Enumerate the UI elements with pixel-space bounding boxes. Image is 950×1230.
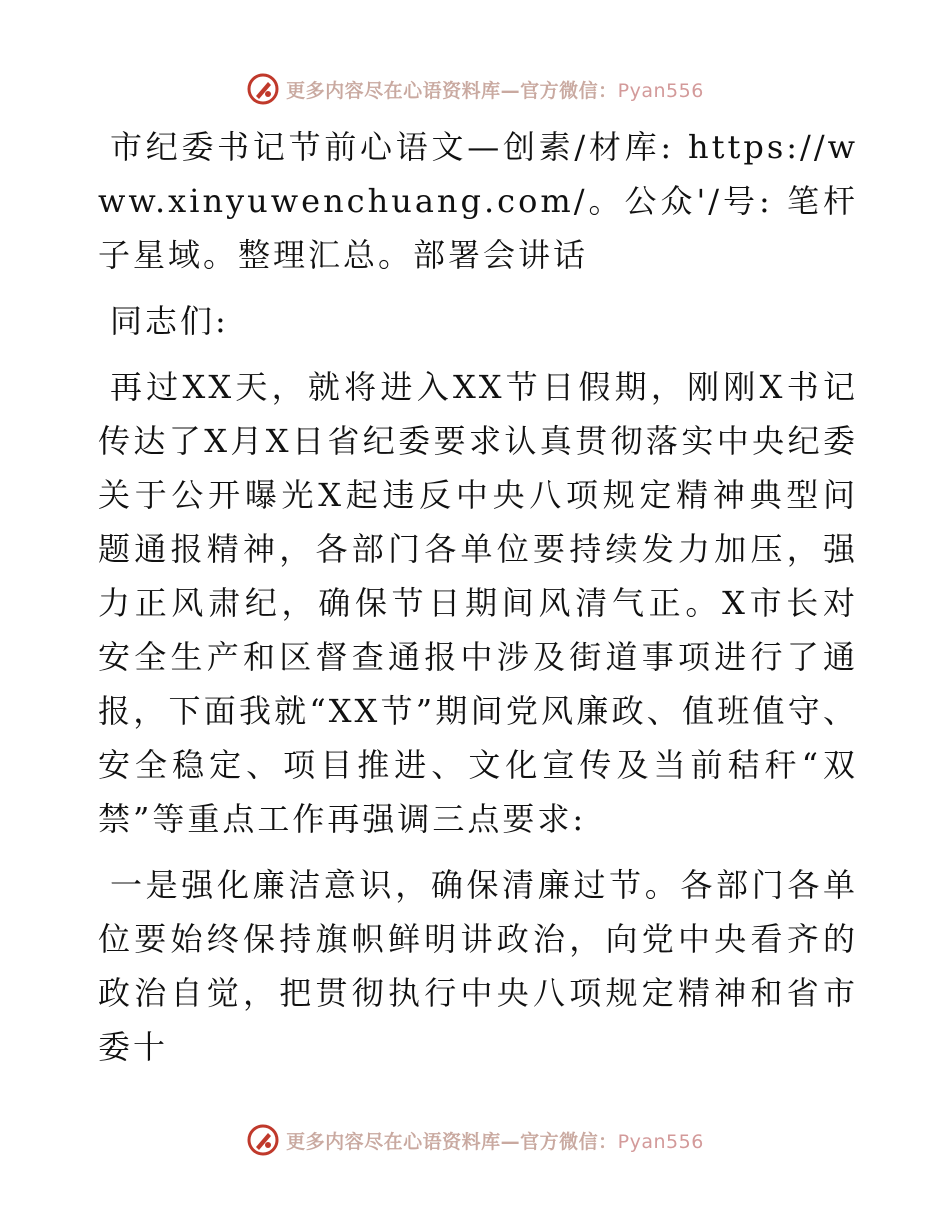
document-body xyxy=(98,120,858,1086)
pen-circle-logo-icon xyxy=(246,72,280,106)
document-title: 市纪委书记节前心语文—创素/材库: https://www.xinyuwenchuang.com/。公众'/号: 笔杆子星域。整理汇总。部署会讲话 xyxy=(98,128,858,274)
watermark-text: 更多内容尽在心语资料库—官方微信：Pyan556 xyxy=(286,79,704,102)
watermark-footer xyxy=(0,1123,950,1157)
paragraph-2: 一是强化廉洁意识，确保清廉过节。各部门各单位要始终保持旗帜鲜明讲政治，向党中央看齐的政治自觉，把贯彻执行中央八项规定精神和省市委十 xyxy=(98,866,858,1066)
pen-circle-logo-icon xyxy=(246,1123,280,1157)
paragraph-1: 再过XX天，就将进入XX节日假期，刚刚X书记传达了X月X日省纪委要求认真贯彻落实中央纪委关于公开曝光X起违反中央八项规定精神典型问题通报精神，各部门各单位要持续发力加压，强力正风肃纪，确保节日期间风清气正。X市长对安全生产和区督查通报中涉及街道事项进行了通报，下面我就“XX节”期间党风廉政、值班值守、安全稳定、项目推进、文化宣传及当前秸秆“双禁”等重点工作再强调三点要求: xyxy=(98,368,858,838)
salutation: 同志们: xyxy=(110,302,229,340)
watermark-header xyxy=(0,72,950,106)
watermark-wechat-id: Pyan556 xyxy=(617,79,704,102)
watermark-text: 更多内容尽在心语资料库—官方微信：Pyan556 xyxy=(286,1130,704,1153)
watermark-wechat-id: Pyan556 xyxy=(617,1130,704,1153)
